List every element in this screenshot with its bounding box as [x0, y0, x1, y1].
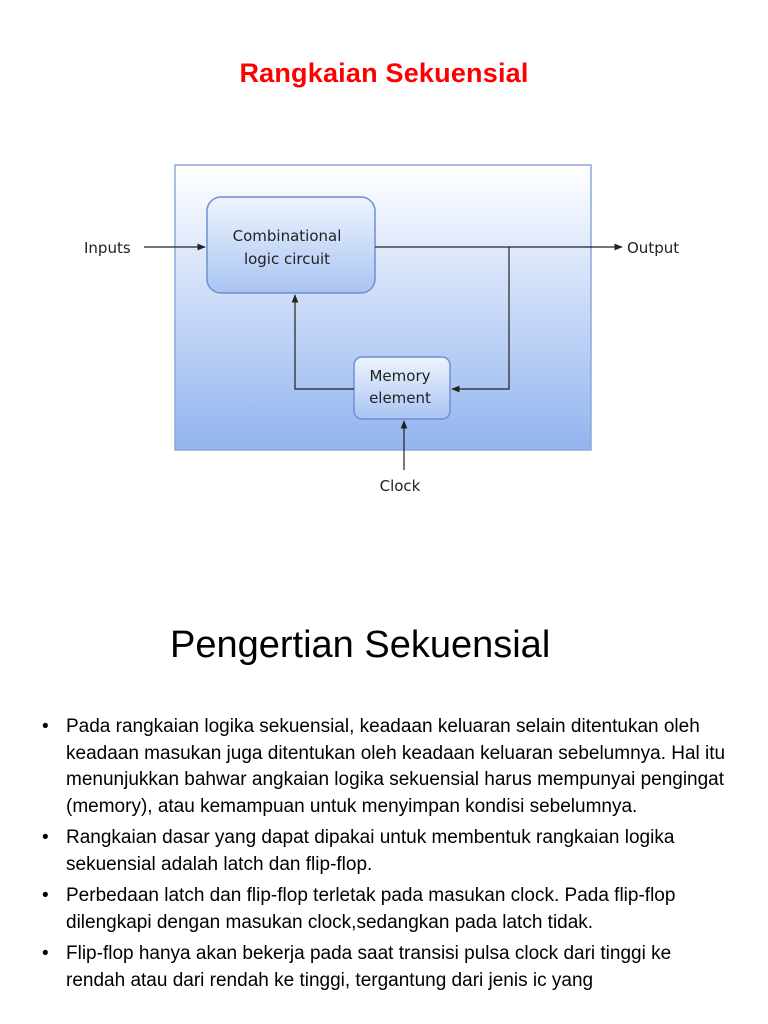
combinational-label-line1: Combinational: [232, 227, 342, 245]
bullet-text: Perbedaan latch dan flip-flop terletak pada masukan clock. Pada flip-flop dilengkapi dengan masukan clock,sedangkan pada latch tidak.: [66, 885, 676, 933]
output-label: Output: [627, 239, 680, 257]
inputs-label: Inputs: [84, 239, 131, 257]
bullet-text: Rangkaian dasar yang dapat dipakai untuk membentuk rangkaian logika sekuensial adalah latch dan flip-flop.: [66, 827, 675, 875]
clock-label: Clock: [379, 477, 421, 495]
bullet-text: Flip-flop hanya akan bekerja pada saat transisi pulsa clock dari tinggi ke rendah atau dari rendah ke tinggi, tergantung dari jenis ic yang: [66, 943, 672, 991]
memory-label-line2: element: [369, 389, 431, 407]
slide-title: Rangkaian Sekuensial: [239, 58, 529, 88]
bullet-text: Pada rangkaian logika sekuensial, keadaan keluaran selain ditentukan oleh keadaan masukan juga ditentukan oleh keadaan keluaran sebelumnya. Hal itu menunjukkan bahwar angkaian logika sekuensial harus mempunyai pengingat (memory), atau kemampuan untuk menyimpan kondisi sebelumnya.: [66, 716, 726, 817]
section-heading: Pengertian Sekuensial: [170, 624, 551, 666]
bullet-dot: •: [42, 943, 49, 964]
bullet-item: [40, 883, 730, 936]
bullet-dot: •: [42, 885, 49, 906]
combinational-label-line2: logic circuit: [243, 250, 331, 268]
combinational-logic-box: [207, 197, 375, 293]
bullet-item: [40, 714, 730, 820]
bullet-dot: •: [42, 827, 49, 848]
bullet-dot: •: [42, 716, 49, 737]
bullet-item: [40, 825, 730, 878]
memory-label-line1: Memory: [369, 367, 431, 385]
bullet-list: [40, 714, 730, 999]
bullet-item: [40, 941, 730, 994]
